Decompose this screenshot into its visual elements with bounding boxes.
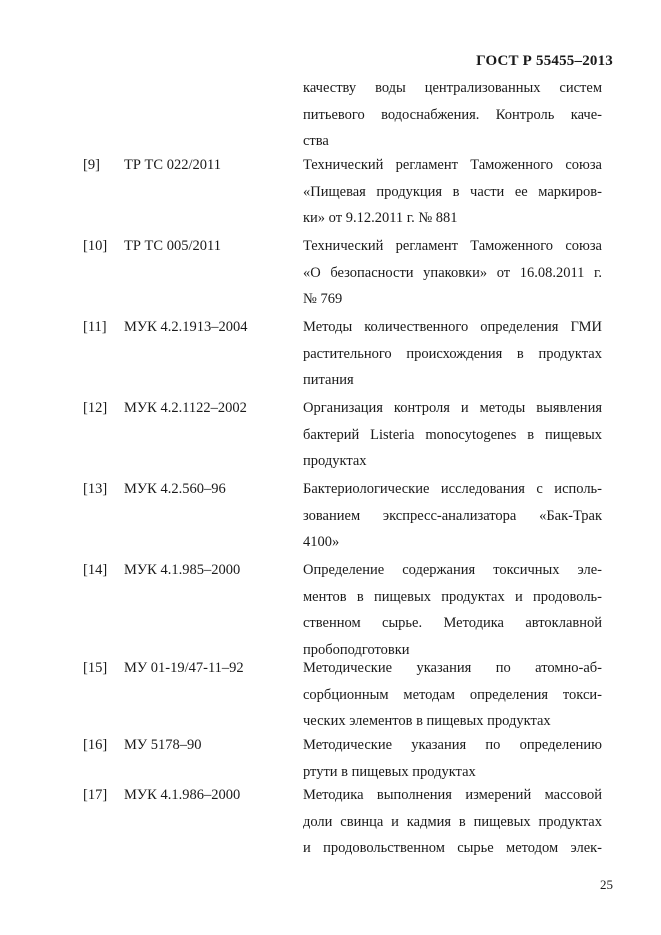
description-line: качеству воды централизованных систем — [303, 80, 602, 96]
description-line: Методические указания по атомно-аб- — [303, 660, 602, 676]
description-line: ртути в пищевых продуктах — [303, 763, 476, 780]
reference-description — [303, 557, 602, 664]
reference-description — [303, 655, 602, 735]
reference-code: ТР ТС 022/2011 — [124, 157, 221, 173]
reference-code: МУК 4.2.560–96 — [124, 481, 226, 497]
reference-description — [303, 233, 602, 313]
description-line: «О безопасности упаковки» от 16.08.2011 г. — [303, 264, 602, 281]
reference-description — [303, 152, 602, 232]
reference-code: МУК 4.1.986–2000 — [124, 787, 241, 803]
page-number: 25 — [600, 877, 613, 892]
description-line: Определение содержания токсичных эле- — [303, 562, 602, 578]
description-line: Организация контроля и методы выявления — [303, 400, 602, 416]
description-line: пробоподготовки — [303, 642, 410, 659]
document-header: ГОСТ Р 55455–2013 — [476, 53, 613, 69]
reference-number: [12] — [83, 400, 108, 416]
description-line: растительного происхождения в продуктах — [303, 345, 602, 362]
description-line: Технический регламент Таможенного союза — [303, 238, 602, 254]
description-line: ментов в пищевых продуктах и продоволь- — [303, 588, 602, 605]
reference-code: МУ 01-19/47-11–92 — [124, 660, 244, 676]
description-line: Методические указания по определению — [303, 737, 602, 753]
reference-code: ТР ТС 005/2011 — [124, 238, 221, 254]
reference-number: [13] — [83, 481, 108, 497]
reference-number: [16] — [83, 737, 108, 753]
description-line: Методика выполнения измерений массовой — [303, 787, 602, 803]
description-line: 4100» — [303, 534, 340, 551]
reference-number: [17] — [83, 787, 108, 803]
reference-description — [303, 782, 602, 862]
description-line: бактерий Listeria monocytogenes в пищевых — [303, 426, 602, 443]
description-line: ственном сырье. Методика автоклавной — [303, 615, 602, 632]
description-line: Технический регламент Таможенного союза — [303, 157, 602, 173]
reference-number: [15] — [83, 660, 108, 676]
reference-number: [11] — [83, 319, 107, 335]
description-line: зованием экспресс-анализатора «Бак-Трак — [303, 507, 602, 524]
reference-code: МУК 4.2.1913–2004 — [124, 319, 248, 335]
description-line: «Пищевая продукция в части ее маркиров- — [303, 183, 602, 200]
description-line: питания — [303, 372, 354, 389]
continued-description — [303, 75, 602, 155]
description-line: ческих элементов в пищевых продуктах — [303, 713, 551, 730]
reference-description — [303, 314, 602, 394]
description-line: и продовольственном сырье методом элек- — [303, 840, 602, 857]
description-line: продуктах — [303, 453, 367, 470]
description-line: питьевого водоснабжения. Контроль каче- — [303, 106, 602, 123]
description-line: Методы количественного определения ГМИ — [303, 319, 602, 335]
reference-number: [14] — [83, 562, 108, 578]
description-line: ства — [303, 133, 329, 150]
reference-description — [303, 395, 602, 475]
reference-number: [10] — [83, 238, 108, 254]
description-line: доли свинца и кадмия в пищевых продуктах — [303, 813, 602, 830]
description-line: № 769 — [303, 291, 343, 308]
reference-code: МУК 4.2.1122–2002 — [124, 400, 247, 416]
description-line: ки» от 9.12.2011 г. № 881 — [303, 210, 458, 227]
description-line: Бактериологические исследования с исполь- — [303, 481, 602, 497]
reference-description — [303, 476, 602, 556]
reference-code: МУ 5178–90 — [124, 737, 202, 753]
reference-code: МУК 4.1.985–2000 — [124, 562, 241, 578]
description-line: сорбционным методам определения токси- — [303, 686, 602, 703]
reference-number: [9] — [83, 157, 100, 173]
reference-description — [303, 732, 602, 785]
